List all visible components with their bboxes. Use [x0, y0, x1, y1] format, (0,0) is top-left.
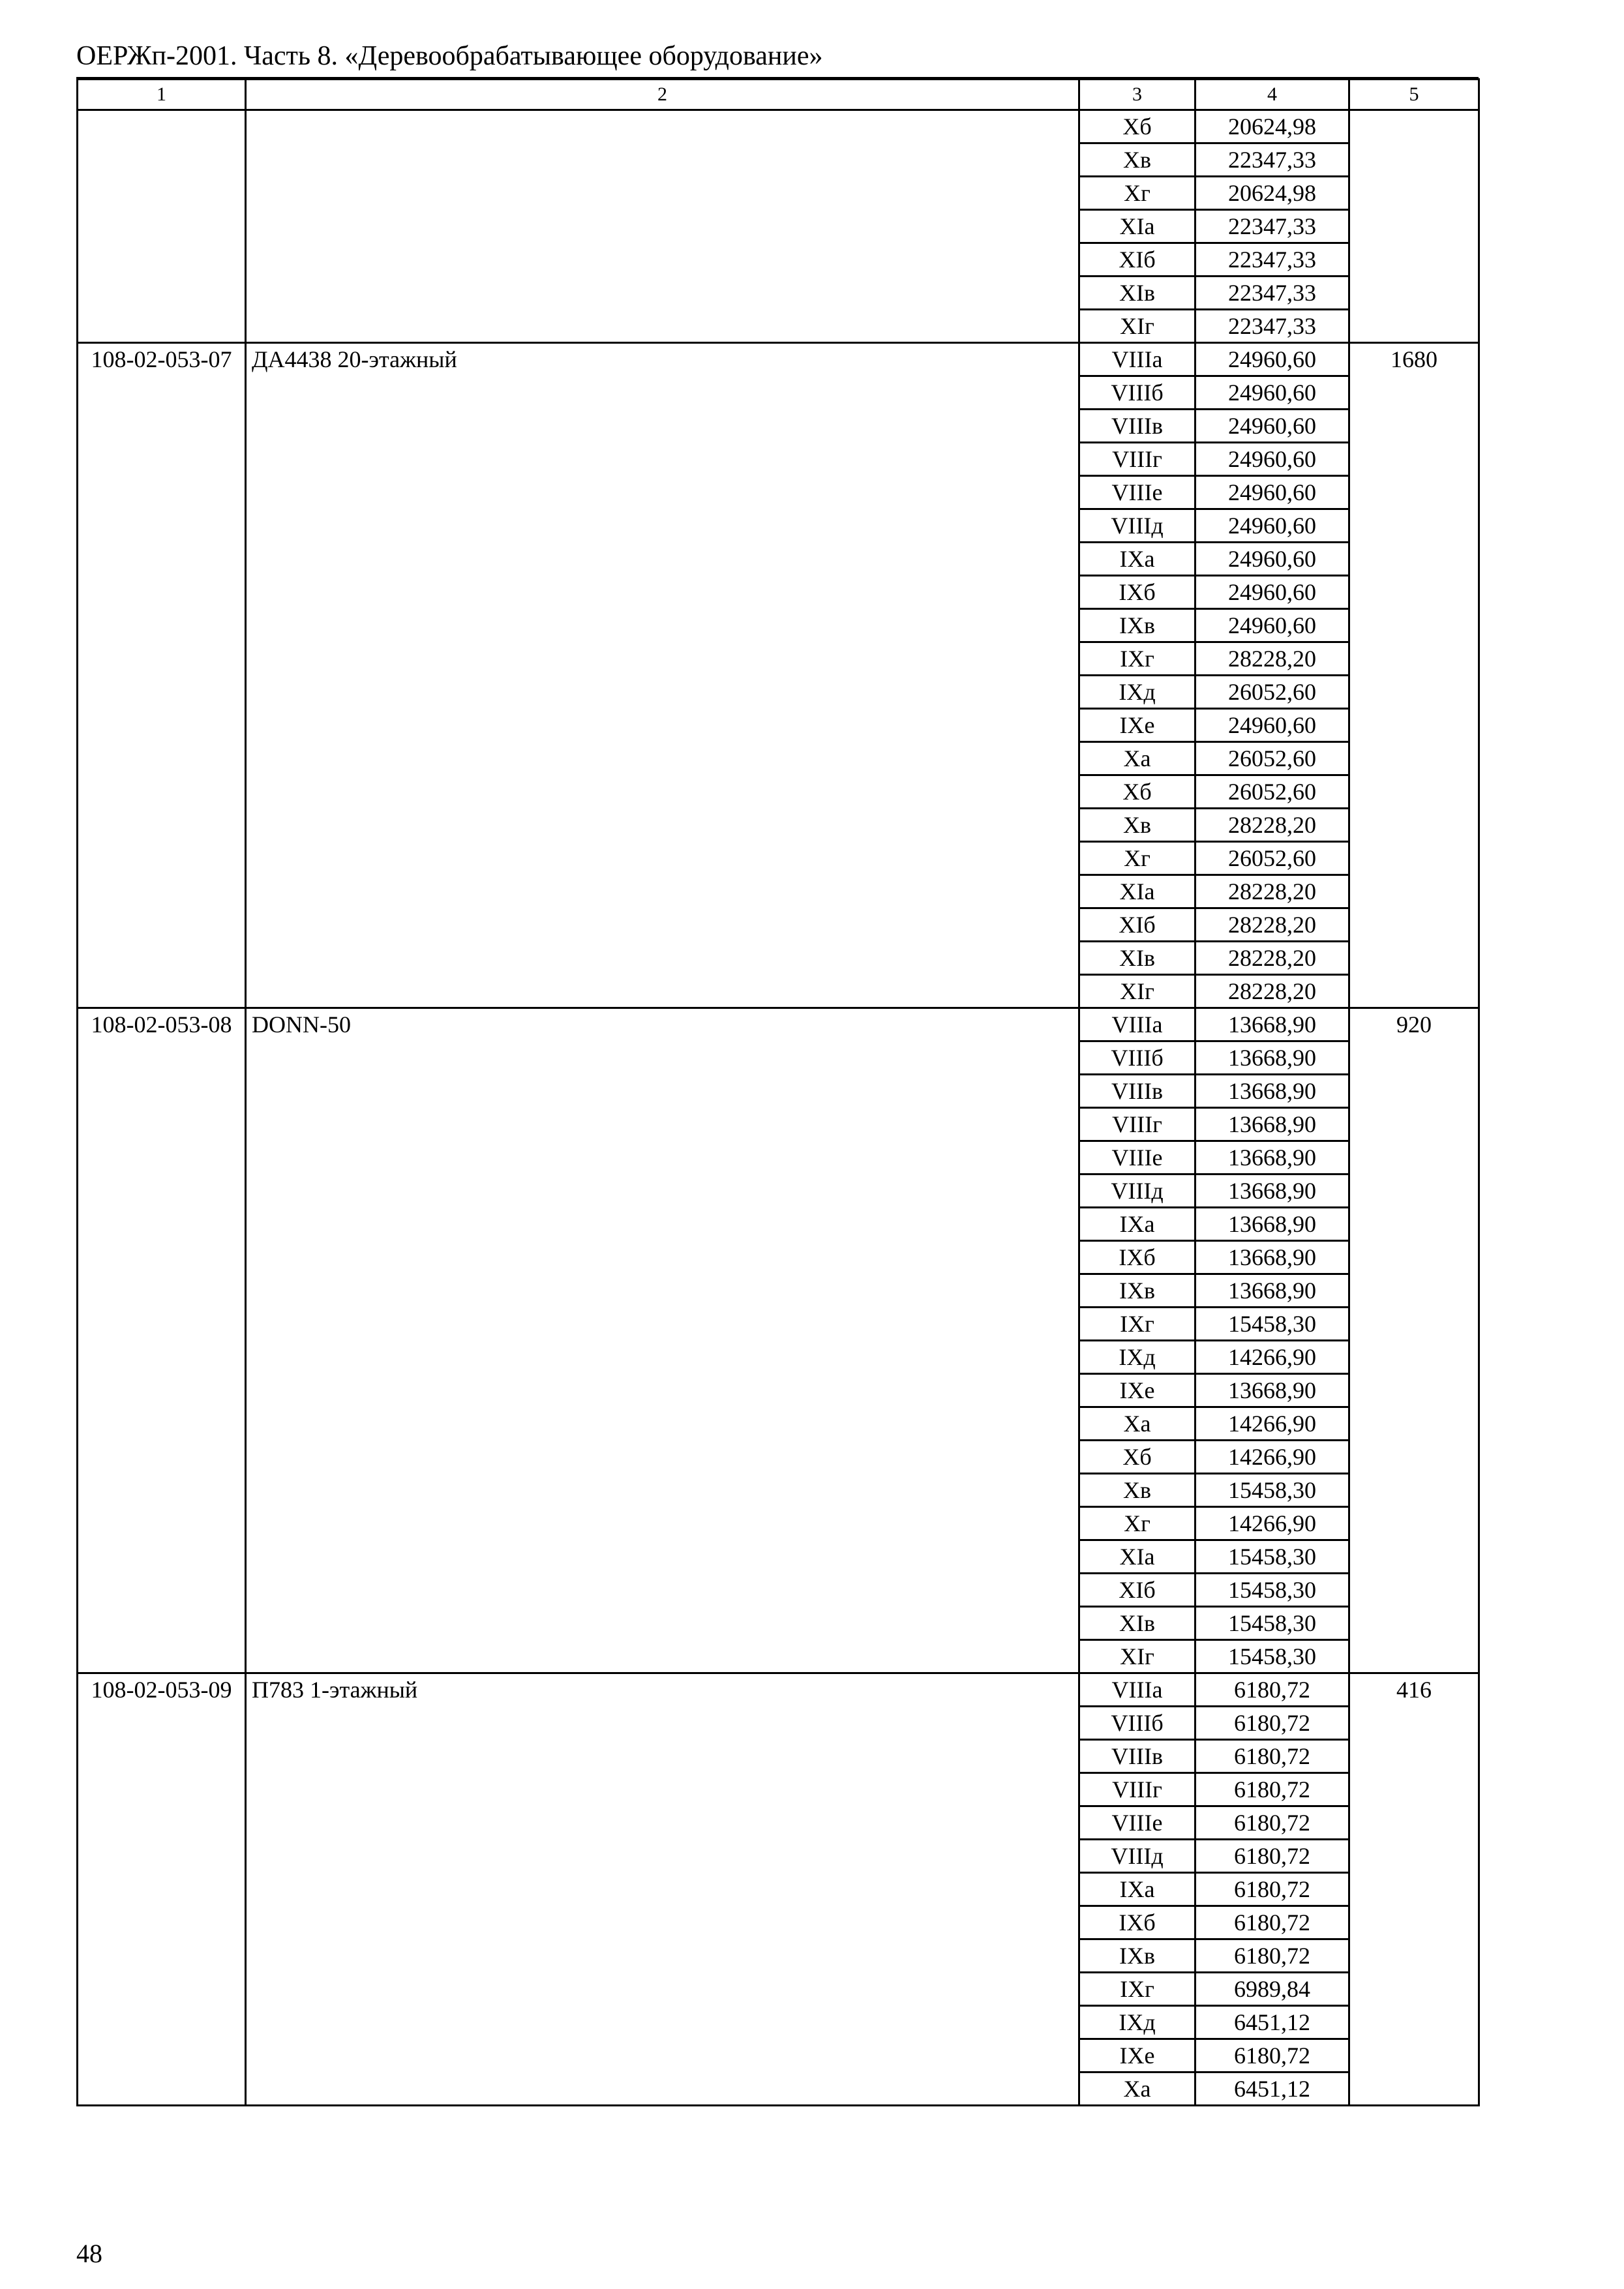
price-value: 24960,60 — [1195, 443, 1349, 476]
price-value: 15458,30 — [1195, 1574, 1349, 1607]
price-value: 24960,60 — [1195, 543, 1349, 576]
column-number-row — [78, 80, 1479, 110]
item-name: ДА4438 20-этажный — [246, 343, 1079, 1008]
region-zone: Xв — [1079, 143, 1195, 177]
region-zone: VIIIе — [1079, 1806, 1195, 1840]
price-value: 6180,72 — [1195, 1773, 1349, 1806]
price-value: 26052,60 — [1195, 775, 1349, 809]
region-zone: Xб — [1079, 1441, 1195, 1474]
region-zone: IXб — [1079, 576, 1195, 609]
item-code: 108-02-053-09 — [78, 1673, 246, 2106]
region-zone: Xа — [1079, 742, 1195, 775]
region-zone: XIв — [1079, 277, 1195, 310]
table-row — [78, 1008, 1479, 1041]
document-title: ОЕРЖп-2001. Часть 8. «Деревообрабатывающее оборудование» — [76, 41, 823, 71]
region-zone: Xг — [1079, 842, 1195, 875]
region-zone: XIб — [1079, 1574, 1195, 1607]
region-zone: XIг — [1079, 975, 1195, 1008]
price-value: 15458,30 — [1195, 1640, 1349, 1673]
region-zone: XIа — [1079, 210, 1195, 243]
region-zone: VIIIа — [1079, 343, 1195, 376]
region-zone: VIIIд — [1079, 1174, 1195, 1208]
price-value: 24960,60 — [1195, 376, 1349, 410]
price-value: 13668,90 — [1195, 1174, 1349, 1208]
column-number: 4 — [1195, 80, 1349, 110]
price-value: 24960,60 — [1195, 410, 1349, 443]
region-zone: Xг — [1079, 177, 1195, 210]
price-value: 26052,60 — [1195, 742, 1349, 775]
price-value: 6451,12 — [1195, 2006, 1349, 2039]
price-value: 14266,90 — [1195, 1341, 1349, 1374]
region-zone: XIг — [1079, 1640, 1195, 1673]
price-value: 28228,20 — [1195, 809, 1349, 842]
column-number: 1 — [78, 80, 246, 110]
price-value: 13668,90 — [1195, 1141, 1349, 1174]
region-zone: VIIIд — [1079, 1840, 1195, 1873]
region-zone: Xа — [1079, 2072, 1195, 2106]
item-name — [246, 110, 1079, 343]
region-zone: VIIIв — [1079, 1075, 1195, 1108]
column-number: 2 — [246, 80, 1079, 110]
price-value: 24960,60 — [1195, 476, 1349, 509]
region-zone: IXг — [1079, 1973, 1195, 2006]
price-value: 28228,20 — [1195, 908, 1349, 942]
region-zone: XIг — [1079, 310, 1195, 343]
page-number: 48 — [76, 2239, 102, 2268]
region-zone: IXа — [1079, 543, 1195, 576]
region-zone: IXе — [1079, 709, 1195, 742]
region-zone: VIIIа — [1079, 1008, 1195, 1041]
price-value: 13668,90 — [1195, 1374, 1349, 1407]
region-zone: VIIIд — [1079, 509, 1195, 543]
price-value: 15458,30 — [1195, 1308, 1349, 1341]
price-value: 13668,90 — [1195, 1274, 1349, 1308]
region-zone: IXг — [1079, 1308, 1195, 1341]
price-value: 28228,20 — [1195, 942, 1349, 975]
region-zone: IXа — [1079, 1873, 1195, 1906]
region-zone: IXе — [1079, 1374, 1195, 1407]
price-value: 6180,72 — [1195, 1840, 1349, 1873]
price-value: 13668,90 — [1195, 1241, 1349, 1274]
region-zone: Xв — [1079, 809, 1195, 842]
price-value: 20624,98 — [1195, 110, 1349, 143]
region-zone: XIв — [1079, 942, 1195, 975]
region-zone: IXд — [1079, 2006, 1195, 2039]
region-zone: IXд — [1079, 1341, 1195, 1374]
region-zone: VIIIв — [1079, 1740, 1195, 1773]
price-value: 22347,33 — [1195, 143, 1349, 177]
price-value: 13668,90 — [1195, 1075, 1349, 1108]
price-table — [76, 78, 1480, 2106]
region-zone: VIIIв — [1079, 410, 1195, 443]
price-value: 24960,60 — [1195, 609, 1349, 642]
price-value: 15458,30 — [1195, 1607, 1349, 1640]
item-code: 108-02-053-07 — [78, 343, 246, 1008]
price-value: 22347,33 — [1195, 277, 1349, 310]
price-value: 13668,90 — [1195, 1108, 1349, 1141]
region-zone: IXв — [1079, 1274, 1195, 1308]
column-5-value: 416 — [1349, 1673, 1479, 2106]
column-5-value: 1680 — [1349, 343, 1479, 1008]
price-value: 13668,90 — [1195, 1041, 1349, 1075]
price-value: 6180,72 — [1195, 1740, 1349, 1773]
region-zone: VIIIб — [1079, 1041, 1195, 1075]
item-name: DONN-50 — [246, 1008, 1079, 1673]
price-value: 15458,30 — [1195, 1474, 1349, 1507]
region-zone: VIIIе — [1079, 1141, 1195, 1174]
table-row — [78, 1673, 1479, 1707]
item-code: 108-02-053-08 — [78, 1008, 246, 1673]
region-zone: IXа — [1079, 1208, 1195, 1241]
price-value: 6180,72 — [1195, 1806, 1349, 1840]
price-value: 6180,72 — [1195, 1707, 1349, 1740]
region-zone: VIIIе — [1079, 476, 1195, 509]
price-value: 6451,12 — [1195, 2072, 1349, 2106]
price-value: 14266,90 — [1195, 1407, 1349, 1441]
column-number: 3 — [1079, 80, 1195, 110]
price-value: 24960,60 — [1195, 576, 1349, 609]
region-zone: IXв — [1079, 609, 1195, 642]
page-header — [76, 39, 1479, 79]
region-zone: VIIIг — [1079, 1108, 1195, 1141]
price-value: 22347,33 — [1195, 243, 1349, 277]
table-row — [78, 110, 1479, 143]
price-value: 28228,20 — [1195, 642, 1349, 676]
price-value: 22347,33 — [1195, 310, 1349, 343]
price-value: 6180,72 — [1195, 2039, 1349, 2072]
price-value: 26052,60 — [1195, 842, 1349, 875]
item-name: П783 1-этажный — [246, 1673, 1079, 2106]
region-zone: IXб — [1079, 1906, 1195, 1939]
price-value: 6180,72 — [1195, 1939, 1349, 1973]
region-zone: VIIIа — [1079, 1673, 1195, 1707]
price-value: 15458,30 — [1195, 1540, 1349, 1574]
price-value: 24960,60 — [1195, 509, 1349, 543]
table-body — [78, 80, 1479, 2106]
region-zone: XIа — [1079, 1540, 1195, 1574]
region-zone: XIа — [1079, 875, 1195, 908]
region-zone: VIIIг — [1079, 443, 1195, 476]
price-value: 14266,90 — [1195, 1441, 1349, 1474]
region-zone: VIIIг — [1079, 1773, 1195, 1806]
item-code — [78, 110, 246, 343]
region-zone: Xб — [1079, 775, 1195, 809]
table-row — [78, 343, 1479, 376]
region-zone: XIв — [1079, 1607, 1195, 1640]
region-zone: IXв — [1079, 1939, 1195, 1973]
price-value: 6180,72 — [1195, 1873, 1349, 1906]
price-value: 6180,72 — [1195, 1906, 1349, 1939]
region-zone: VIIIб — [1079, 1707, 1195, 1740]
region-zone: VIIIб — [1079, 376, 1195, 410]
region-zone: Xа — [1079, 1407, 1195, 1441]
price-value: 26052,60 — [1195, 676, 1349, 709]
column-number: 5 — [1349, 80, 1479, 110]
region-zone: Xв — [1079, 1474, 1195, 1507]
region-zone: IXб — [1079, 1241, 1195, 1274]
column-5-value: 920 — [1349, 1008, 1479, 1673]
region-zone: XIб — [1079, 243, 1195, 277]
price-value: 24960,60 — [1195, 343, 1349, 376]
price-value: 6989,84 — [1195, 1973, 1349, 2006]
region-zone: IXг — [1079, 642, 1195, 676]
price-value: 20624,98 — [1195, 177, 1349, 210]
region-zone: Xг — [1079, 1507, 1195, 1540]
price-value: 28228,20 — [1195, 975, 1349, 1008]
region-zone: XIб — [1079, 908, 1195, 942]
price-value: 28228,20 — [1195, 875, 1349, 908]
price-value: 22347,33 — [1195, 210, 1349, 243]
price-value: 24960,60 — [1195, 709, 1349, 742]
price-value: 13668,90 — [1195, 1208, 1349, 1241]
price-value: 6180,72 — [1195, 1673, 1349, 1707]
region-zone: IXе — [1079, 2039, 1195, 2072]
region-zone: Xб — [1079, 110, 1195, 143]
price-value: 13668,90 — [1195, 1008, 1349, 1041]
column-5-value — [1349, 110, 1479, 343]
price-value: 14266,90 — [1195, 1507, 1349, 1540]
region-zone: IXд — [1079, 676, 1195, 709]
